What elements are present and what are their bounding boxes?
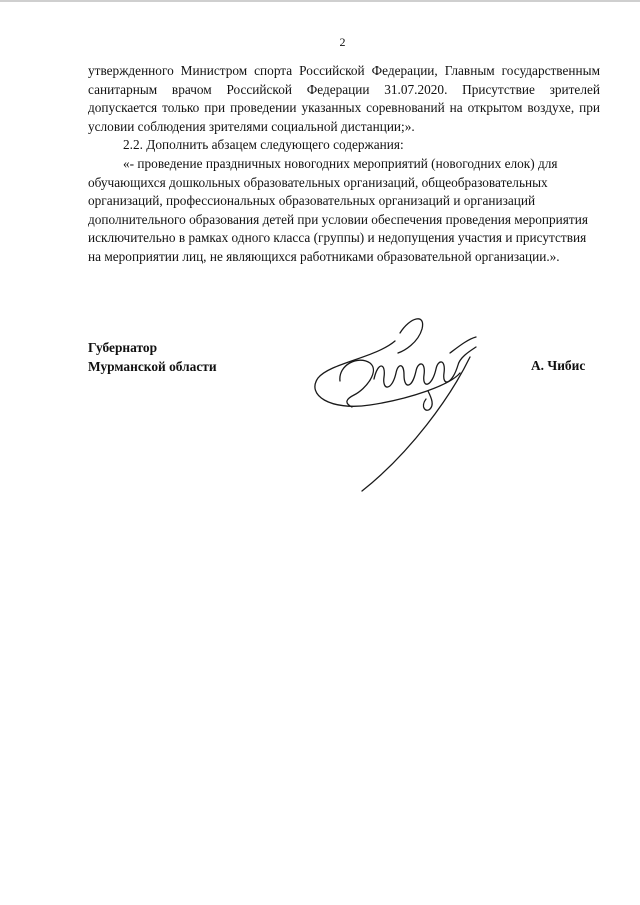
paragraph-amendment-text: «- проведение праздничных новогодних мероприятий (новогодних елок) для обучающихся дошкольных образовательных организаций, общеобразовательных организаций, профессиональных образовательных организаций и организаций дополнительного образования детей при условии обеспечения проведения мероприятия исключительно в рамках одного класса (группы) и недопущения участия и присутствия на мероприятии лиц, не являющихся работниками образовательной организации.». (88, 155, 588, 264)
signatory-position-line2: Мурманской области (88, 358, 217, 374)
page-number: 2 (339, 35, 346, 49)
signatory-title (88, 339, 217, 376)
paragraph-amendment-heading: 2.2. Дополнить абзацем следующего содержания: (123, 137, 404, 153)
handwritten-signature (300, 303, 510, 498)
document-body (88, 62, 600, 267)
scan-top-edge (0, 0, 640, 2)
signatory-position-line1: Губернатор (88, 340, 158, 355)
paragraph-continuation: утвержденного Министром спорта Российской Федерации, Главным государственным санитарным врачом Российской Федерации 31.07.2020. Присутствие зрителей допускается только при проведении указанных соревнований на открытом воздухе, при условии соблюдения зрителями социальной дистанции;». (88, 63, 600, 134)
signatory-name: А. Чибис (531, 358, 586, 373)
